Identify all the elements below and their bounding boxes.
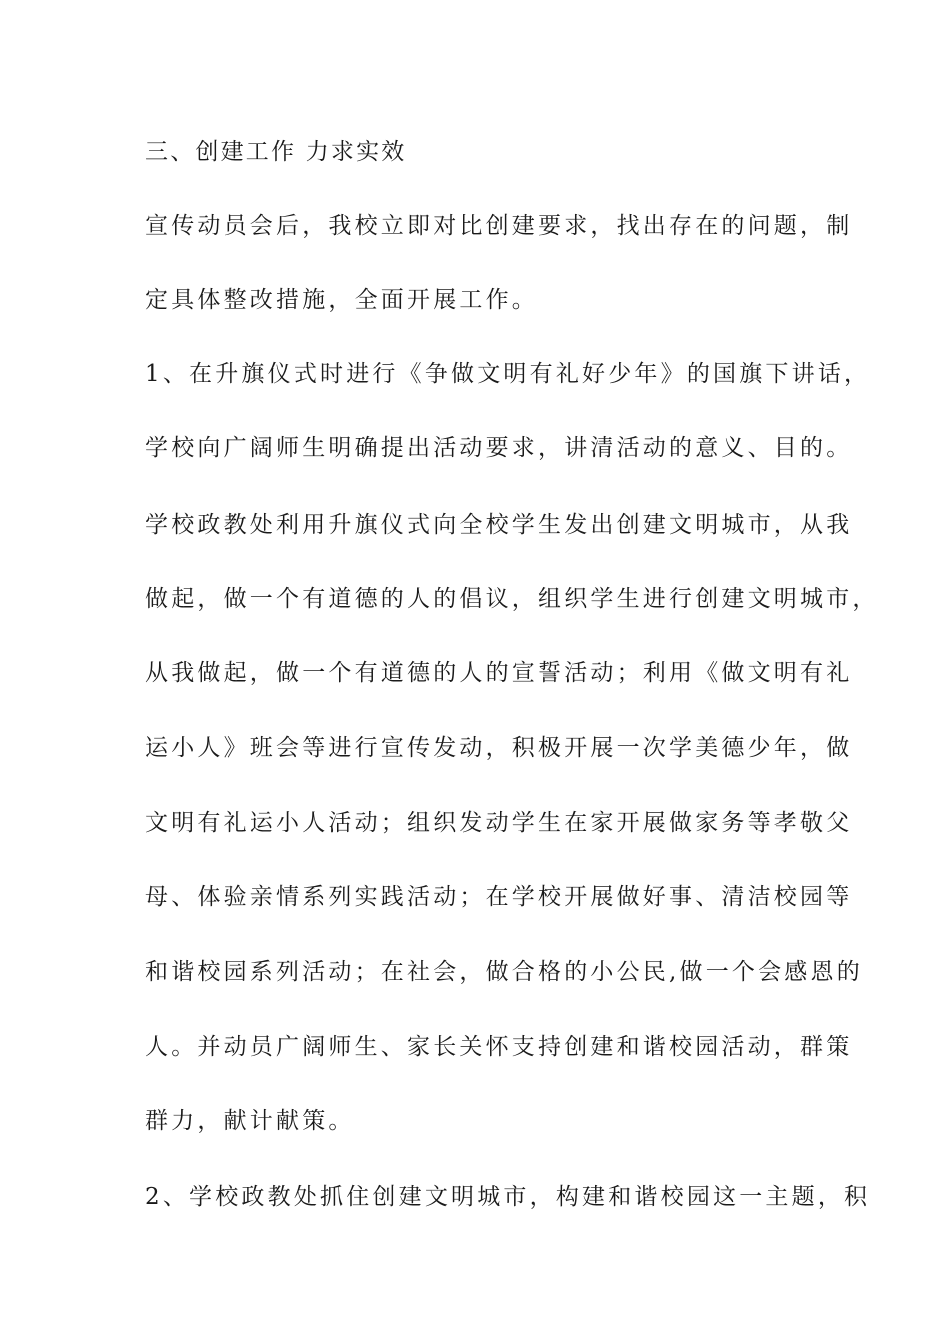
text-line-11: 和谐校园系列活动；在社会，做合格的小公民,做一个会感恩的 [145, 959, 863, 985]
section-heading: 三、创建工作 力求实效 [145, 139, 407, 165]
text-line-5: 学校政教处利用升旗仪式向全校学生发出创建文明城市，从我 [145, 512, 853, 538]
text-line-14: 2、学校政教处抓住创建文明城市，构建和谐校园这一主题，积 [145, 1184, 871, 1210]
text-line-3: 1、在升旗仪式时进行《争做文明有礼好少年》的国旗下讲话， [145, 361, 871, 387]
text-line-13: 群力，献计献策。 [145, 1108, 355, 1134]
text-line-7: 从我做起，做一个有道德的人的宣誓活动；利用《做文明有礼 [145, 660, 853, 686]
text-line-12: 人。并动员广阔师生、家长关怀支持创建和谐校园活动，群策 [145, 1034, 853, 1060]
text-line-10: 母、体验亲情系列实践活动；在学校开展做好事、清洁校园等 [145, 884, 853, 910]
text-line-9: 文明有礼运小人活动；组织发动学生在家开展做家务等孝敬父 [145, 810, 853, 836]
text-line-2: 定具体整改措施，全面开展工作。 [145, 287, 538, 313]
text-line-1: 宣传动员会后，我校立即对比创建要求，找出存在的问题，制 [145, 213, 853, 239]
text-line-6: 做起，做一个有道德的人的倡议，组织学生进行创建文明城市， [145, 586, 879, 612]
text-line-4: 学校向广阔师生明确提出活动要求，讲清活动的意义、目的。 [145, 435, 853, 461]
text-line-8: 运小人》班会等进行宣传发动，积极开展一次学美德少年，做 [145, 735, 853, 761]
